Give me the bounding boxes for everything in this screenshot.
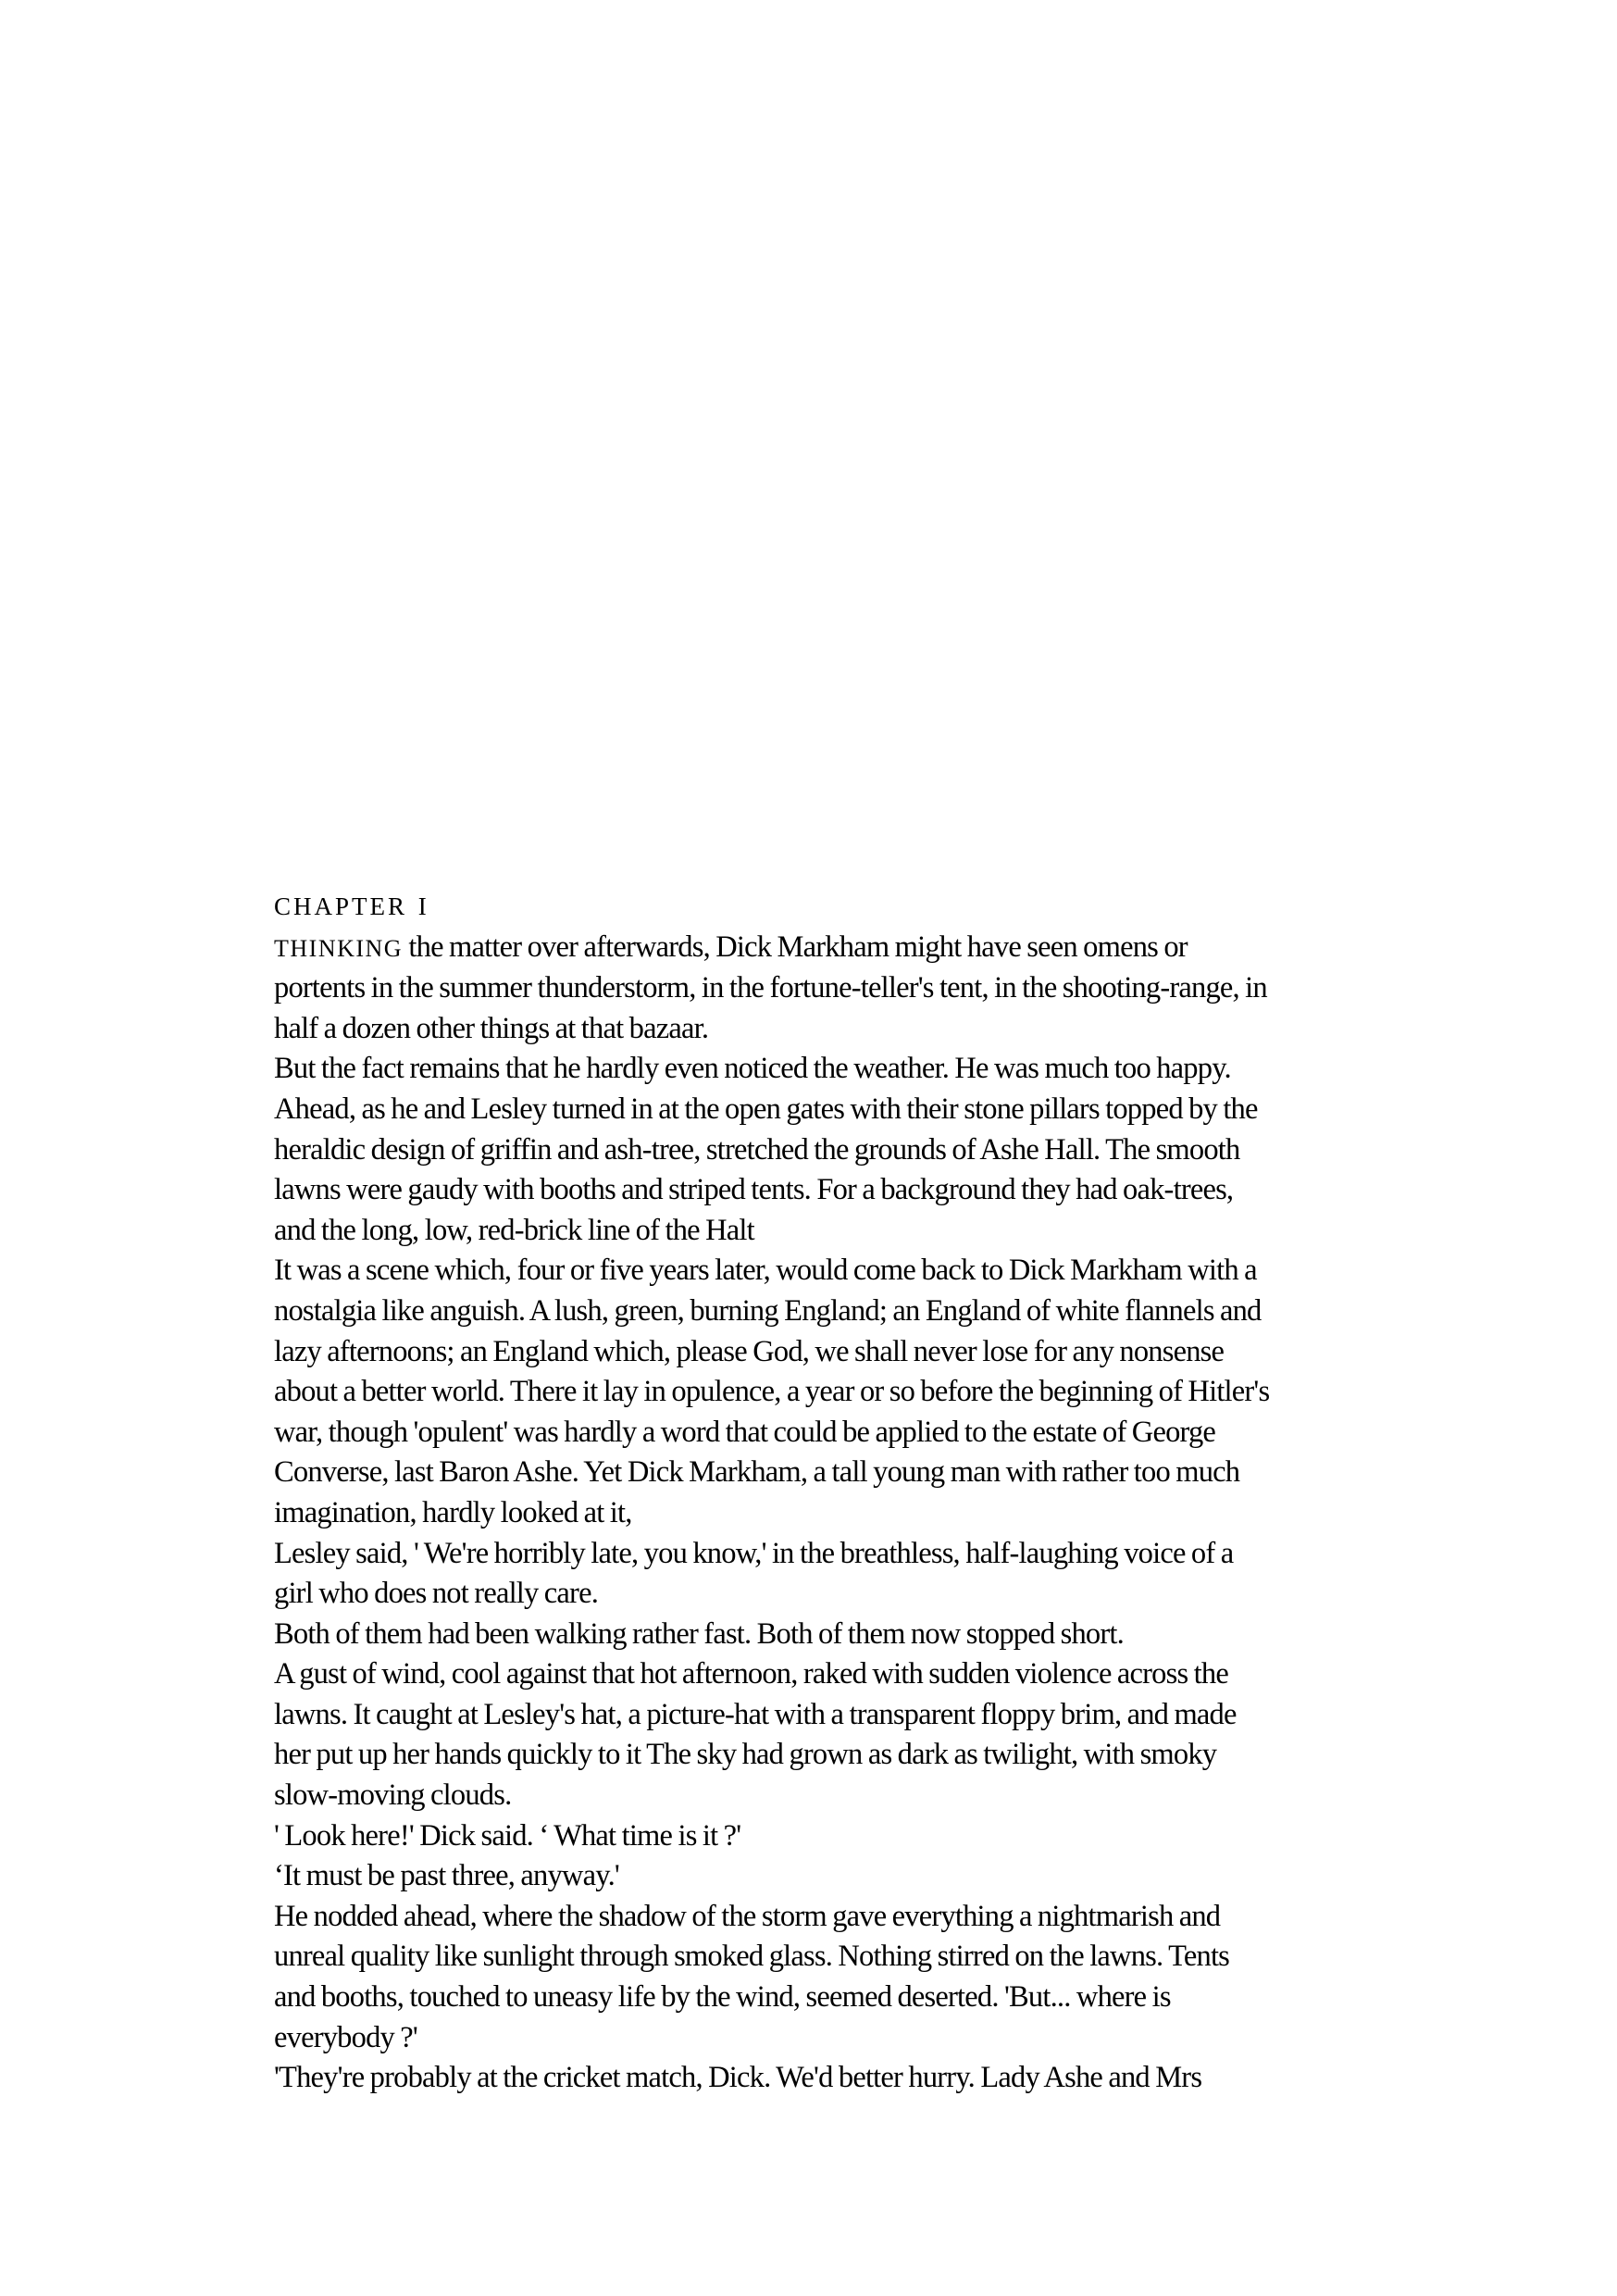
text-line: lawns were gaudy with booths and striped tents. For a background they had oak-trees, [274, 1173, 1234, 1207]
text-line: THINKING the matter over afterwards, Dick Markham might have seen omens or [274, 930, 1188, 964]
text-line: portents in the summer thunderstorm, in the fortune-teller's tent, in the shooting-range, in [274, 971, 1267, 1005]
text-line: Lesley said, ' We're horribly late, you know,' in the breathless, half-laughing voice of a [274, 1536, 1234, 1570]
chapter-text [274, 887, 1440, 2099]
text-line: Both of them had been walking rather fast. Both of them now stopped short. [274, 1616, 1124, 1651]
text-line: and the long, low, red-brick line of the Halt [274, 1213, 754, 1247]
text-line: and booths, touched to uneasy life by the wind, seemed deserted. 'But... where is [274, 1980, 1171, 2015]
text-line: heraldic design of griffin and ash-tree, stretched the grounds of Ashe Hall. The smooth [274, 1132, 1240, 1167]
text-line: Ahead, as he and Lesley turned in at the open gates with their stone pillars topped by the [274, 1092, 1258, 1126]
text-line: 'They're probably at the cricket match, Dick. We'd better hurry. Lady Ashe and Mrs [274, 2061, 1202, 2095]
text-line: A gust of wind, cool against that hot afternoon, raked with sudden violence across the [274, 1657, 1228, 1691]
text-line: slow-moving clouds. [274, 1778, 512, 1813]
text-line: half a dozen other things at that bazaar. [274, 1011, 709, 1045]
text-line: lawns. It caught at Lesley's hat, a picture-hat with a transparent floppy brim, and made [274, 1697, 1237, 1731]
text-line: everybody ?' [274, 2020, 417, 2054]
text-line: He nodded ahead, where the shadow of the storm gave everything a nightmarish and [274, 1899, 1221, 1933]
text-line: war, though 'opulent' was hardly a word that could be applied to the estate of George [274, 1415, 1216, 1449]
opening-word: THINKING [274, 934, 404, 962]
text-line: her put up her hands quickly to it The sky had grown as dark as twilight, with smoky [274, 1738, 1217, 1772]
text-line: ‘It must be past three, anyway.' [274, 1859, 619, 1893]
text-line: But the fact remains that he hardly even noticed the weather. He was much too happy. [274, 1052, 1231, 1086]
text-line: Converse, last Baron Ashe. Yet Dick Markham, a tall young man with rather too much [274, 1455, 1240, 1490]
text-line: unreal quality like sunlight through smoked glass. Nothing stirred on the lawns. Tents [274, 1940, 1230, 1974]
text-line: nostalgia like anguish. A lush, green, burning England; an England of white flannels and [274, 1293, 1262, 1328]
chapter-heading: CHAPTER I [274, 892, 429, 920]
text-line: imagination, hardly looked at it, [274, 1495, 632, 1529]
text-line: about a better world. There it lay in opulence, a year or so before the beginning of Hitler's [274, 1375, 1270, 1409]
text-line: ' Look here!' Dick said. ‘ What time is it ?' [274, 1818, 741, 1853]
text-line: girl who does not really care. [274, 1577, 599, 1611]
text-line: lazy afternoons; an England which, please God, we shall never lose for any nonsense [274, 1334, 1225, 1368]
text-line: It was a scene which, four or five years later, would come back to Dick Markham with a [274, 1254, 1257, 1288]
